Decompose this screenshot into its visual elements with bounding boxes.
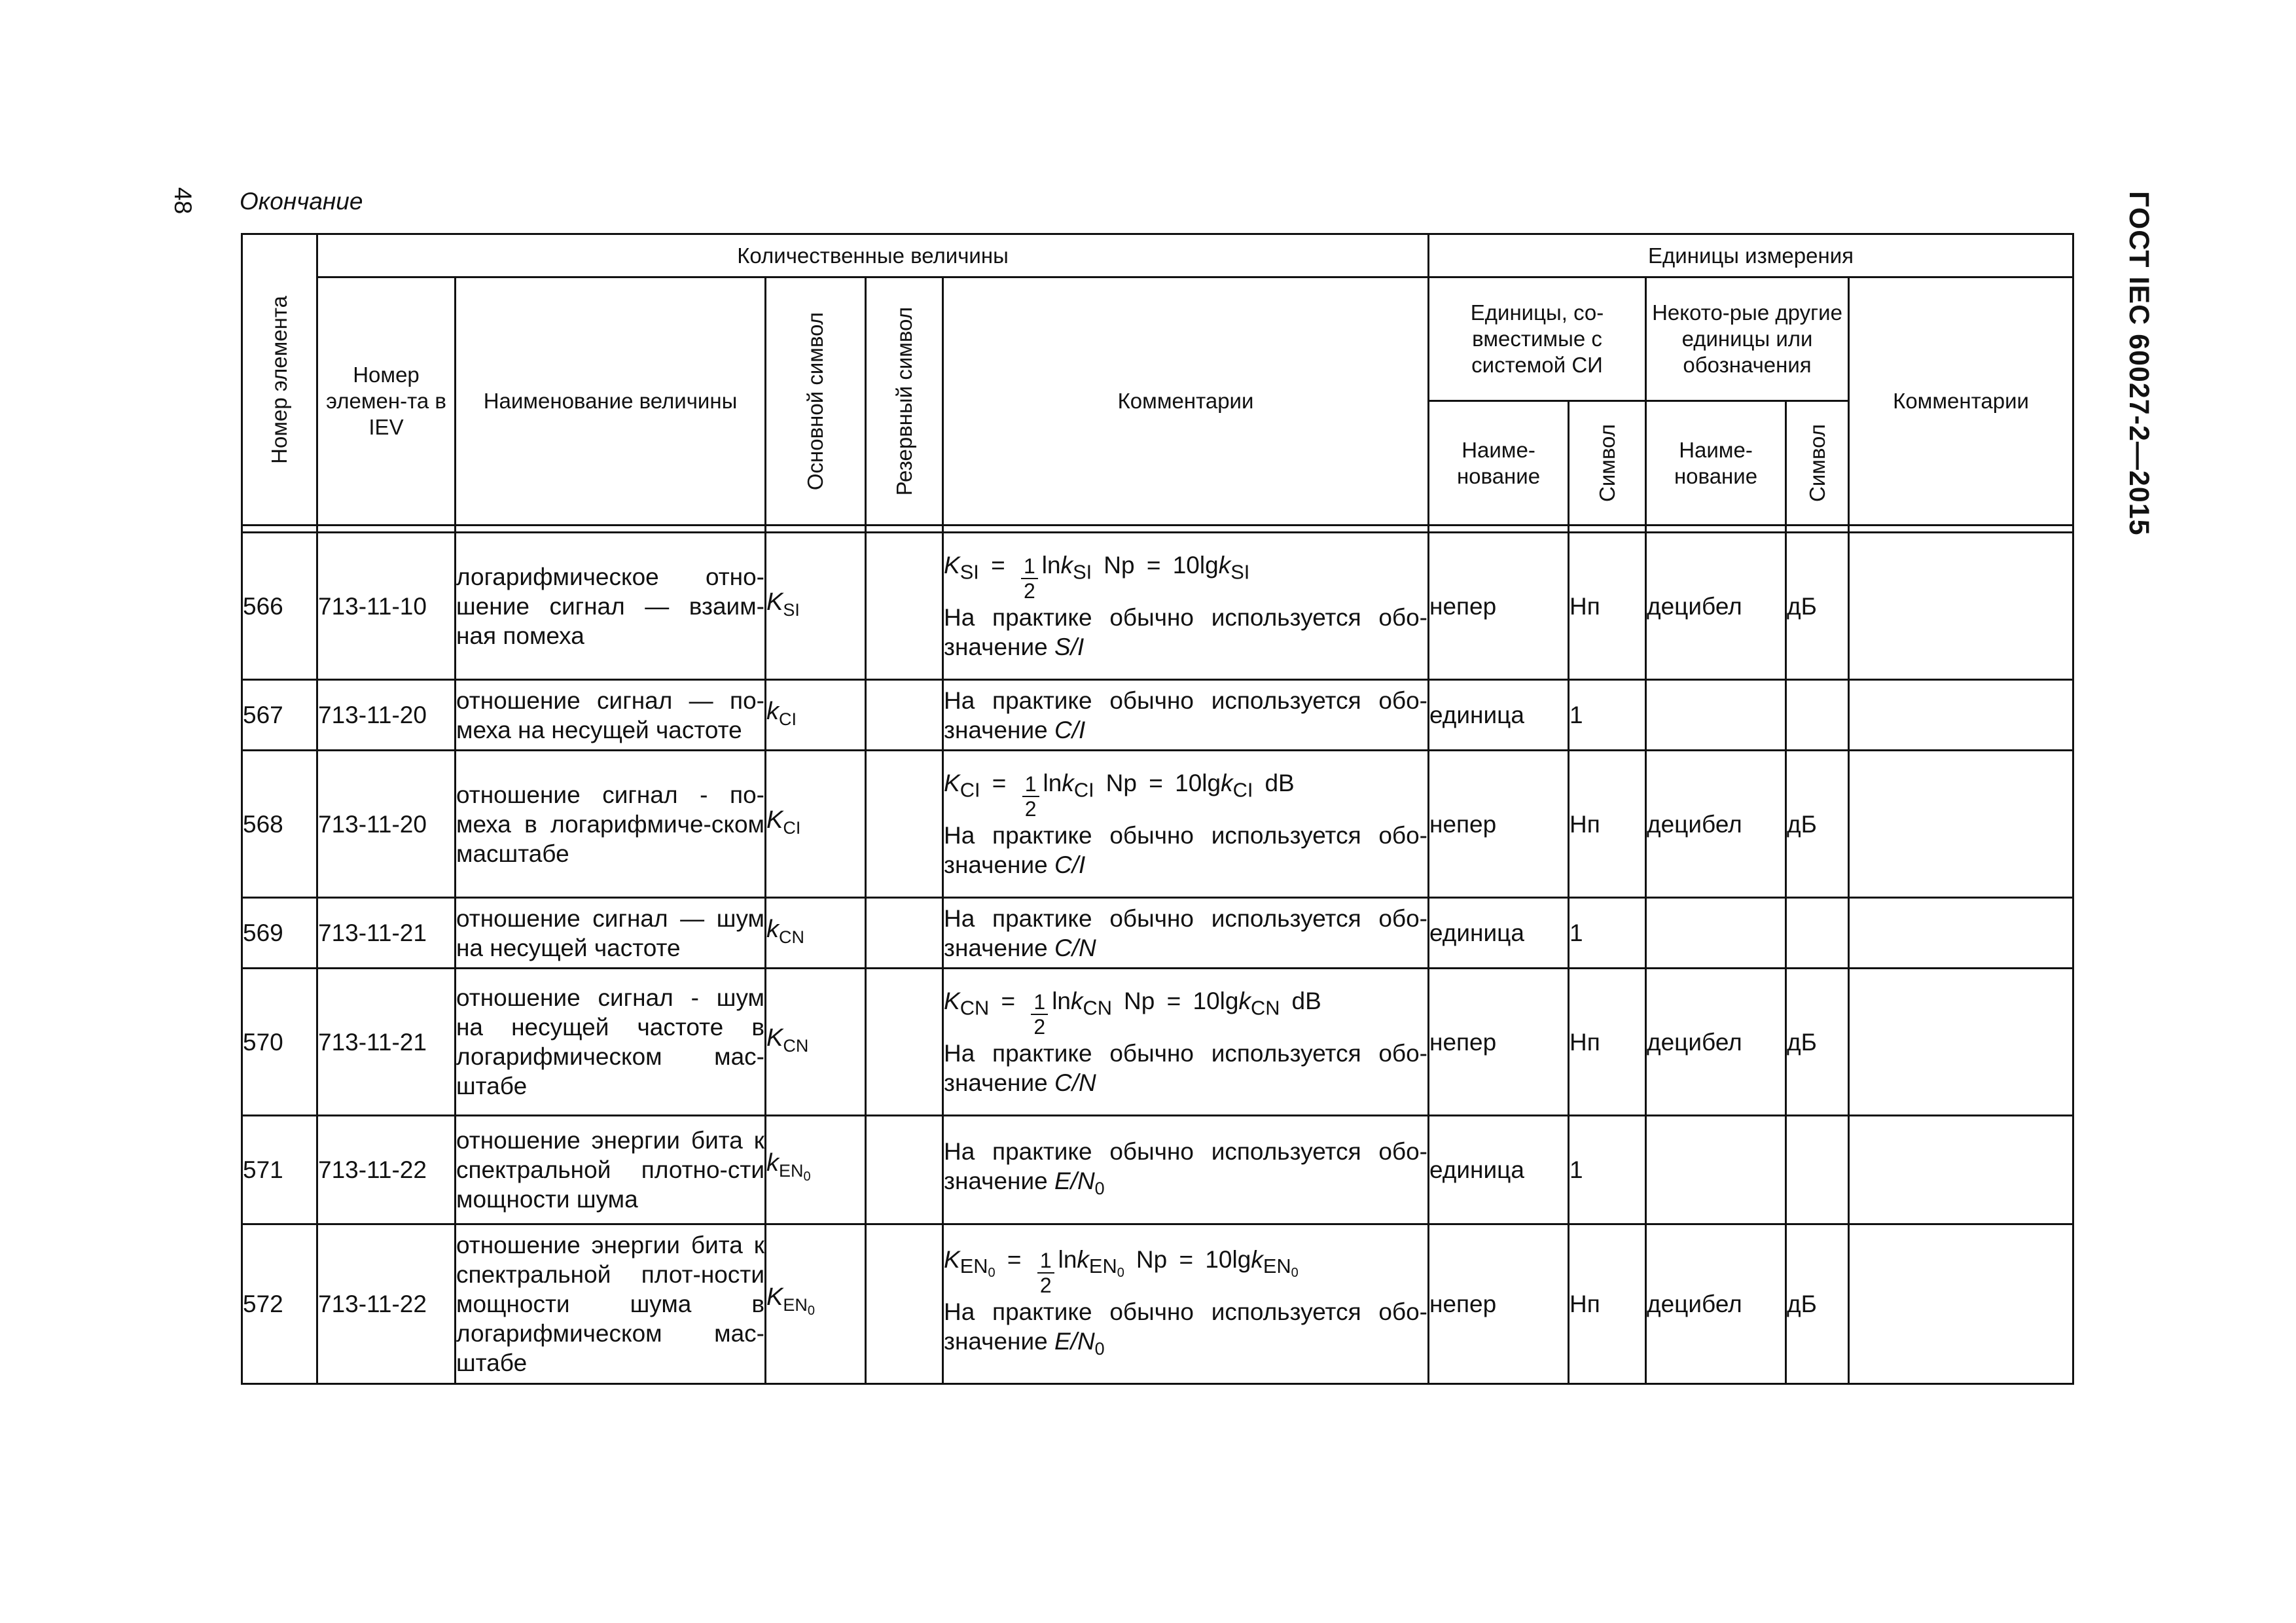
main-symbol-cell — [766, 680, 866, 751]
si-unit-symbol: Нп — [1570, 810, 1600, 838]
formula-ten-lg: 10lg — [1193, 988, 1239, 1014]
si-unit-name: единица — [1429, 1156, 1524, 1183]
iev-number-cell — [317, 898, 456, 969]
formula-np: Np — [1103, 552, 1135, 579]
fraction-numerator: 1 — [1022, 772, 1039, 797]
formula-arg-subscript: CI — [1073, 778, 1094, 802]
comment-symbol: C/I — [1054, 716, 1086, 743]
si-unit-symbol-cell — [1569, 680, 1646, 751]
header-separator — [242, 526, 2073, 533]
formula-equals: = — [984, 552, 1012, 579]
element-number-cell — [242, 751, 317, 898]
formula-equals: = — [1139, 552, 1168, 579]
reserve-symbol-cell — [866, 1224, 943, 1384]
comment-text — [944, 1039, 1427, 1097]
si-unit-symbol-cell — [1569, 751, 1646, 898]
element-number: 572 — [243, 1291, 283, 1317]
si-unit-name: непер — [1429, 810, 1497, 838]
reserve-symbol-cell — [866, 680, 943, 751]
main-symbol — [766, 697, 797, 729]
unit-comment-cell — [1849, 1116, 2073, 1224]
formula-arg: k — [1071, 988, 1083, 1014]
main-symbol-cell — [766, 533, 866, 680]
fraction-numerator: 1 — [1031, 990, 1048, 1015]
comment-text — [944, 1137, 1427, 1204]
formula-unit: dB — [1291, 988, 1321, 1014]
table-body — [242, 533, 2073, 1384]
formula-fraction — [1037, 1249, 1054, 1297]
comment-symbol: $E/N_0$ — [1054, 1167, 1105, 1198]
si-unit-name: непер — [1429, 1028, 1497, 1056]
comment-text — [944, 603, 1427, 662]
formula-np: Np — [1105, 770, 1137, 796]
si-unit-symbol-cell — [1569, 898, 1646, 969]
formula-fraction — [1022, 772, 1039, 821]
table-row — [242, 1116, 2073, 1224]
other-unit-name-cell — [1646, 1224, 1786, 1384]
page-number: 48 — [170, 187, 196, 215]
table-row — [242, 898, 2073, 969]
formula-rhs-subscript: CI — [1232, 778, 1253, 802]
fraction-denominator: 2 — [1024, 579, 1035, 603]
formula-arg: k — [1060, 552, 1073, 579]
other-unit-name: децибел — [1647, 1028, 1742, 1056]
iev-number: 713-11-20 — [318, 702, 427, 728]
other-unit-symbol-cell — [1786, 1224, 1849, 1384]
other-unit-symbol: дБ — [1787, 1028, 1817, 1056]
other-unit-symbol-cell — [1786, 898, 1849, 969]
element-number-cell — [242, 1116, 317, 1224]
comment-cell — [943, 751, 1429, 898]
table-row — [242, 969, 2073, 1116]
quantity-name: логарифмическое отно-шение сигнал — взаим-ная помеха — [456, 563, 764, 649]
formula-arg-subscript: SI — [1073, 560, 1092, 584]
iev-number: 713-11-10 — [318, 592, 427, 620]
quantity-name: отношение сигнал — по-меха на несущей частоте — [456, 687, 764, 743]
other-unit-name-cell — [1646, 533, 1786, 680]
formula-lhs-subscript: SI — [960, 560, 979, 584]
formula-equals: = — [1160, 988, 1188, 1014]
si-unit-symbol-cell — [1569, 1116, 1646, 1224]
reserve-symbol-cell — [866, 1116, 943, 1224]
main-symbol-cell — [766, 751, 866, 898]
quantity-name-cell — [456, 969, 766, 1116]
si-unit-name-cell — [1429, 1116, 1569, 1224]
formula-ln: ln — [1043, 770, 1062, 796]
other-unit-name-cell — [1646, 898, 1786, 969]
iev-number-cell — [317, 751, 456, 898]
header-other-units: Некото-рые другие единицы или обозначения — [1646, 277, 1849, 401]
other-unit-name-cell — [1646, 1116, 1786, 1224]
formula-np: Np — [1136, 1245, 1168, 1273]
other-unit-name: децибел — [1647, 592, 1742, 620]
si-unit-name-cell — [1429, 969, 1569, 1116]
unit-comment-cell — [1849, 751, 2073, 898]
fraction-denominator: 2 — [1033, 1015, 1046, 1039]
si-unit-symbol-cell — [1569, 1224, 1646, 1384]
header-other-unit-symbol: Символ — [1786, 401, 1849, 526]
header-si-unit-symbol: Символ — [1569, 401, 1646, 526]
comment-body: На практике обычно используется обо-значение — [944, 1298, 1428, 1355]
main-symbol-subscript: SI — [783, 600, 800, 620]
main-symbol — [766, 915, 804, 947]
main-symbol-cell — [766, 1224, 866, 1384]
formula-fraction — [1021, 554, 1038, 603]
comment-cell — [943, 969, 1429, 1116]
si-unit-name-cell — [1429, 680, 1569, 751]
element-number: 570 — [243, 1028, 283, 1056]
fraction-denominator: 2 — [1024, 797, 1037, 821]
comment-cell — [943, 680, 1429, 751]
quantities-table — [241, 233, 2074, 1385]
formula — [944, 768, 1427, 821]
formula-lhs-subscript: EN0 — [960, 1254, 996, 1280]
formula-arg-subscript: CN — [1083, 996, 1113, 1020]
other-unit-symbol-cell — [1786, 751, 1849, 898]
element-number: 571 — [243, 1156, 283, 1183]
iev-number-cell — [317, 1116, 456, 1224]
other-unit-name-cell — [1646, 751, 1786, 898]
iev-number: 713-11-22 — [318, 1156, 427, 1183]
header-main-symbol: Основной символ — [766, 277, 866, 526]
comment-body: На практике обычно используется обо-значение — [944, 604, 1428, 660]
main-symbol-cell — [766, 969, 866, 1116]
element-number: 567 — [243, 702, 283, 728]
main-symbol-subscript: CN — [779, 927, 804, 947]
formula-lhs-subscript: CI — [960, 778, 980, 802]
quantity-name-cell — [456, 1116, 766, 1224]
fraction-denominator: 2 — [1039, 1273, 1052, 1297]
main-symbol-base: K — [766, 1283, 783, 1311]
formula-equals: = — [1000, 1245, 1028, 1273]
iev-number: 713-11-21 — [318, 1028, 427, 1056]
element-number-cell — [242, 898, 317, 969]
other-unit-name: децибел — [1647, 1291, 1742, 1317]
comment-body: На практике обычно используется обо-значение — [944, 822, 1428, 878]
element-number-cell — [242, 533, 317, 680]
table-row — [242, 680, 2073, 751]
element-number-cell — [242, 680, 317, 751]
main-symbol-base: k — [766, 915, 779, 943]
fraction-numerator: 1 — [1021, 554, 1038, 579]
si-unit-symbol: Нп — [1570, 1291, 1600, 1317]
other-unit-symbol-cell — [1786, 1116, 1849, 1224]
formula-lhs-subscript: CN — [960, 996, 990, 1020]
si-unit-symbol-cell — [1569, 969, 1646, 1116]
iev-number-cell — [317, 969, 456, 1116]
main-symbol-subscript: CN — [783, 1036, 809, 1056]
main-symbol — [766, 1283, 815, 1318]
main-symbol-base: K — [766, 806, 783, 834]
comment-body: На практике обычно используется обо-значение — [944, 904, 1428, 961]
reserve-symbol-cell — [866, 898, 943, 969]
comment-cell — [943, 533, 1429, 680]
main-symbol-subscript: EN0 — [783, 1295, 815, 1318]
unit-comment-cell — [1849, 969, 2073, 1116]
si-unit-name: непер — [1429, 1291, 1497, 1317]
main-symbol-base: k — [766, 1149, 779, 1177]
header-iev-number: Номер элемен-та в IEV — [317, 277, 456, 526]
formula-rhs-arg: k — [1221, 770, 1233, 796]
header-element-number: Номер элемента — [242, 234, 317, 526]
formula-ten-lg: 10lg — [1172, 552, 1219, 579]
main-symbol-base: K — [766, 588, 783, 616]
continuation-label: Окончание — [240, 188, 363, 215]
si-unit-name: единица — [1429, 702, 1524, 728]
si-unit-name-cell — [1429, 533, 1569, 680]
iev-number-cell — [317, 1224, 456, 1384]
si-unit-name-cell — [1429, 898, 1569, 969]
formula — [944, 986, 1427, 1039]
main-symbol-base: k — [766, 697, 779, 725]
header-si-unit-name: Наиме-нование — [1429, 401, 1569, 526]
formula-arg-subscript: EN0 — [1088, 1254, 1124, 1280]
comment-text — [944, 821, 1427, 880]
quantity-name: отношение энергии бита к спектральной плотно-сти мощности шума — [456, 1127, 764, 1213]
table-row — [242, 751, 2073, 898]
other-unit-symbol-cell — [1786, 533, 1849, 680]
standard-designation: ГОСТ IEC 60027-2—2015 — [2123, 191, 2155, 536]
formula — [944, 1245, 1427, 1297]
unit-comment-cell — [1849, 1224, 2073, 1384]
si-unit-symbol: 1 — [1570, 702, 1583, 728]
main-symbol — [766, 588, 800, 620]
main-symbol-subscript: CI — [779, 709, 797, 729]
comment-body: На практике обычно используется обо-значение — [944, 687, 1428, 743]
comment-symbol: C/I — [1054, 851, 1086, 878]
header-si-compatible: Единицы, со-вместимые с системой СИ — [1429, 277, 1646, 401]
element-number-cell — [242, 1224, 317, 1384]
comment-text — [944, 686, 1427, 745]
header-quantity-name: Наименование величины — [456, 277, 766, 526]
formula-ten-lg: 10lg — [1205, 1245, 1251, 1273]
si-unit-symbol: Нп — [1570, 592, 1600, 620]
comment-symbol: C/N — [1054, 934, 1096, 961]
formula-arg: k — [1077, 1245, 1089, 1273]
quantity-name: отношение сигнал - шум на несущей частоте в логарифмическом мас-штабе — [456, 984, 764, 1099]
comment-cell — [943, 898, 1429, 969]
comment-symbol: $E/N_0$ — [1054, 1327, 1105, 1359]
reserve-symbol-cell — [866, 969, 943, 1116]
header-other-unit-name: Наиме-нование — [1646, 401, 1786, 526]
formula-rhs-subscript: EN0 — [1263, 1254, 1299, 1280]
formula-lhs: K — [944, 988, 960, 1014]
comment-symbol: C/N — [1054, 1069, 1096, 1096]
formula-lhs: K — [944, 1245, 960, 1273]
si-unit-name: единица — [1429, 919, 1524, 946]
unit-comment-cell — [1849, 533, 2073, 680]
formula-ln: ln — [1058, 1245, 1077, 1273]
element-number: 568 — [243, 810, 283, 838]
iev-number-cell — [317, 533, 456, 680]
si-unit-name: непер — [1429, 592, 1497, 620]
header-reserve-symbol: Резервный символ — [866, 277, 943, 526]
formula-fraction — [1031, 990, 1048, 1039]
si-unit-symbol: 1 — [1570, 919, 1583, 946]
formula-rhs-subscript: CN — [1250, 996, 1280, 1020]
other-unit-symbol: дБ — [1787, 592, 1817, 620]
comment-cell — [943, 1224, 1429, 1384]
si-unit-symbol: 1 — [1570, 1156, 1583, 1183]
formula-equals: = — [1172, 1245, 1200, 1273]
other-unit-symbol: дБ — [1787, 1291, 1817, 1317]
comment-body: На практике обычно используется обо-значение — [944, 1137, 1428, 1194]
formula — [944, 550, 1427, 603]
element-number: 566 — [243, 592, 283, 620]
quantity-name-cell — [456, 1224, 766, 1384]
header-units-group: Единицы измерения — [1429, 234, 2073, 277]
table-row — [242, 533, 2073, 680]
formula-rhs-arg: k — [1218, 552, 1231, 579]
quantity-name-cell — [456, 533, 766, 680]
si-unit-name-cell — [1429, 1224, 1569, 1384]
main-symbol-base: K — [766, 1024, 783, 1052]
quantity-name: отношение сигнал - по-меха в логарифмиче-ском масштабе — [456, 781, 764, 867]
iev-number: 713-11-22 — [318, 1291, 427, 1317]
formula-rhs-arg: k — [1251, 1245, 1263, 1273]
other-unit-symbol: дБ — [1787, 810, 1817, 838]
main-symbol-cell — [766, 898, 866, 969]
formula-lhs: K — [944, 552, 960, 579]
formula-np: Np — [1124, 988, 1155, 1014]
header-comments: Комментарии — [943, 277, 1429, 526]
unit-comment-cell — [1849, 898, 2073, 969]
formula-equals: = — [985, 770, 1013, 796]
comment-text — [944, 904, 1427, 963]
formula-ten-lg: 10lg — [1175, 770, 1221, 796]
formula-equals: = — [994, 988, 1022, 1014]
other-unit-name: децибел — [1647, 810, 1742, 838]
element-number-cell — [242, 969, 317, 1116]
si-unit-symbol-cell — [1569, 533, 1646, 680]
formula-equals: = — [1141, 770, 1170, 796]
table-row — [242, 1224, 2073, 1384]
formula-ln: ln — [1041, 552, 1061, 579]
unit-comment-cell — [1849, 680, 2073, 751]
quantity-name-cell — [456, 680, 766, 751]
other-unit-symbol-cell — [1786, 969, 1849, 1116]
comment-symbol: S/I — [1054, 633, 1085, 660]
main-symbol — [766, 1024, 809, 1056]
header-unit-comments: Комментарии — [1849, 277, 2073, 526]
quantity-name: отношение энергии бита к спектральной плот-ности мощности шума в логарифмическом мас-штабе — [456, 1232, 764, 1376]
si-unit-symbol: Нп — [1570, 1028, 1600, 1056]
quantity-name-cell — [456, 898, 766, 969]
main-symbol — [766, 1149, 811, 1184]
formula-ln: ln — [1052, 988, 1071, 1014]
comment-text — [944, 1297, 1427, 1364]
header-quantities-group: Количественные величины — [317, 234, 1429, 277]
formula-rhs-subscript: SI — [1230, 560, 1250, 584]
iev-number-cell — [317, 680, 456, 751]
fraction-numerator: 1 — [1037, 1249, 1054, 1274]
formula-unit: dB — [1265, 770, 1295, 796]
comment-body: На практике обычно используется обо-значение — [944, 1040, 1428, 1096]
comment-cell — [943, 1116, 1429, 1224]
main-symbol-cell — [766, 1116, 866, 1224]
main-symbol-subscript: CI — [783, 818, 801, 838]
quantity-name: отношение сигнал — шум на несущей частоте — [456, 904, 764, 961]
iev-number: 713-11-20 — [318, 810, 427, 838]
iev-number: 713-11-21 — [318, 919, 427, 946]
reserve-symbol-cell — [866, 533, 943, 680]
quantity-name-cell — [456, 751, 766, 898]
element-number: 569 — [243, 919, 283, 946]
other-unit-symbol-cell — [1786, 680, 1849, 751]
formula-rhs-arg: k — [1238, 988, 1251, 1014]
other-unit-name-cell — [1646, 969, 1786, 1116]
main-symbol — [766, 806, 801, 838]
main-symbol-subscript: EN0 — [779, 1161, 811, 1184]
reserve-symbol-cell — [866, 751, 943, 898]
formula-lhs: K — [944, 770, 960, 796]
other-unit-name-cell — [1646, 680, 1786, 751]
formula-arg: k — [1062, 770, 1074, 796]
si-unit-name-cell — [1429, 751, 1569, 898]
